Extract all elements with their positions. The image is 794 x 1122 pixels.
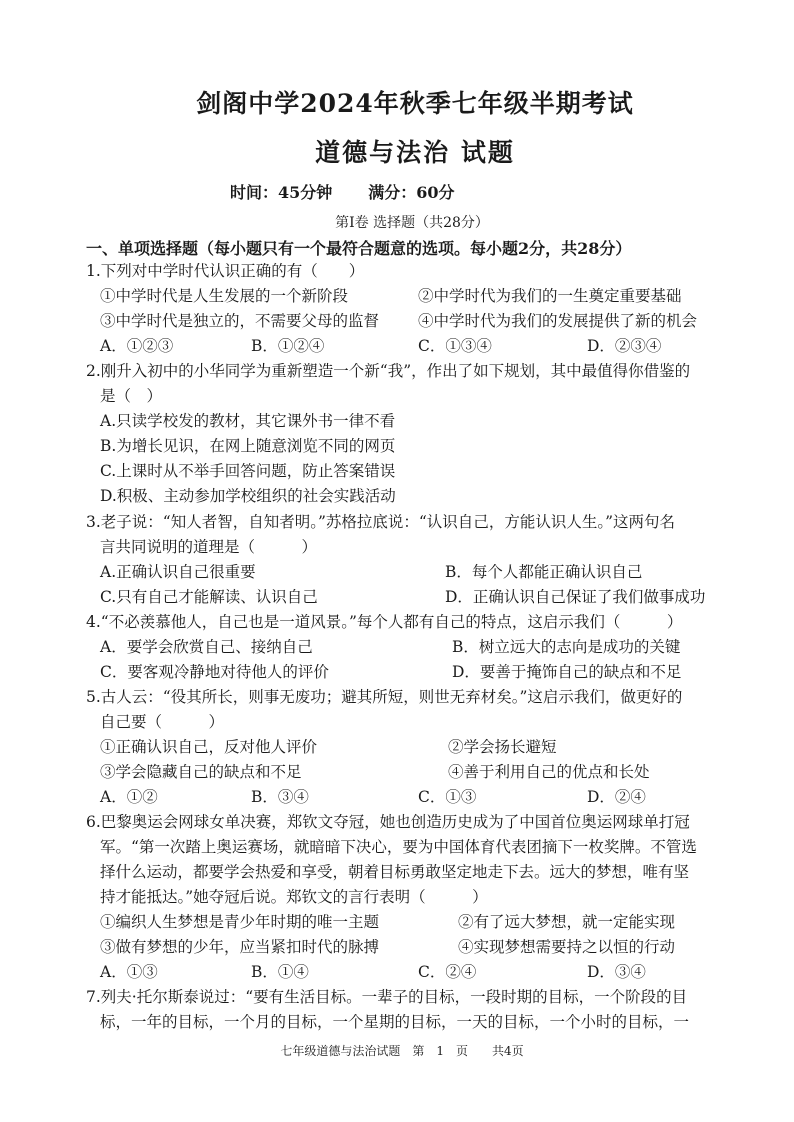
question-2-option-b: B.为增长见识，在网上随意浏览不同的网页	[100, 437, 396, 455]
question-6-option-a: A．①③	[100, 963, 158, 981]
section-title: 一、单项选择题（每小题只有一个最符合题意的选项。每小题2分，共28分）	[86, 239, 632, 258]
question-5-statement-3: ③学会隐藏自己的缺点和不足	[100, 763, 302, 781]
question-6-option-b: B．①④	[251, 963, 309, 981]
part-title: 第Ⅰ卷 选择题（共28分）	[335, 215, 489, 231]
question-1-statement-1: ①中学时代是人生发展的一个新阶段	[100, 287, 349, 305]
question-5-option-c: C．①③	[418, 788, 477, 806]
question-3-stem-line-1: 3.老子说：“知人者智，自知者明。”苏格拉底说：“认识自己，方能认识人生。”这两句名	[86, 513, 675, 531]
question-6-statement-2: ②有了远大梦想，就一定能实现	[458, 913, 676, 931]
question-7-stem-line-2: 标，一年的目标，一个月的目标，一个星期的目标，一天的目标，一个小时的目标，一	[100, 1013, 690, 1031]
question-6-stem-line-2: 军。“第一次踏上奥运赛场，就暗暗下决心，要为中国体育代表团摘下一枚奖牌。不管选	[100, 838, 697, 856]
question-1-option-c: C．①③④	[418, 337, 492, 355]
question-6-stem-line-4: 持才能抵达。”她夺冠后说。郑钦文的言行表明（ ）	[100, 888, 488, 906]
question-3-option-b: B．每个人都能正确认识自己	[445, 563, 643, 581]
question-4-stem: 4.“不必羡慕他人，自己也是一道风景。”每个人都有自己的特点，这启示我们（ ）	[86, 613, 683, 631]
question-5-statement-4: ④善于利用自己的优点和长处	[448, 763, 650, 781]
question-4-option-a: A．要学会欣赏自己、接纳自己	[100, 638, 313, 656]
question-1-stem: 1.下列对中学时代认识正确的有（ ）	[86, 262, 365, 280]
question-6-option-d: D．③④	[587, 963, 646, 981]
question-6-option-c: C．②④	[418, 963, 477, 981]
question-6-statement-3: ③做有梦想的少年，应当紧扣时代的脉搏	[100, 938, 380, 956]
question-3-option-d: D．正确认识自己保证了我们做事成功	[445, 588, 706, 606]
question-1-option-b: B．①②④	[251, 337, 325, 355]
question-5-statement-2: ②学会扬长避短	[448, 738, 557, 756]
question-4-option-c: C．要客观冷静地对待他人的评价	[100, 663, 329, 681]
exam-score: 满分：60分	[368, 183, 455, 202]
question-7-stem-line-1: 7.列夫·托尔斯泰说过：“要有生活目标。一辈子的目标，一段时期的目标，一个阶段的目	[86, 988, 688, 1006]
question-1-option-d: D．②③④	[587, 337, 662, 355]
question-2-option-a: A.只读学校发的教材，其它课外书一律不看	[100, 412, 396, 430]
question-5-statement-1: ①正确认识自己，反对他人评价	[100, 738, 318, 756]
question-6-stem-line-3: 择什么运动，都要学会热爱和享受，朝着目标勇敢坚定地走下去。远大的梦想，唯有坚	[100, 863, 690, 881]
question-5-stem-line-2: 自己要（ ）	[100, 713, 225, 731]
question-4-option-b: B．树立远大的志向是成功的关键	[452, 638, 681, 656]
exam-subject: 道德与法治 试题	[315, 138, 515, 167]
question-3-option-c: C.只有自己才能解读、认识自己	[100, 588, 318, 606]
question-6-statement-4: ④实现梦想需要持之以恒的行动	[458, 938, 676, 956]
question-5-stem-line-1: 5.古人云：“役其所长，则事无废功；避其所短，则世无弃材矣。”这启示我们，做更好的	[86, 688, 683, 706]
question-2-option-c: C.上课时从不举手回答问题，防止答案错误	[100, 462, 396, 480]
question-5-option-d: D．②④	[587, 788, 646, 806]
question-1-statement-4: ④中学时代为我们的发展提供了新的机会	[418, 312, 698, 330]
question-6-statement-1: ①编织人生梦想是青少年时期的唯一主题	[100, 913, 380, 931]
question-1-statement-2: ②中学时代为我们的一生奠定重要基础	[418, 287, 682, 305]
exam-title: 剑阁中学2024年秋季七年级半期考试	[196, 89, 634, 118]
page-footer: 七年级道德与法治试题 第 1 页 共4页	[280, 1044, 524, 1058]
exam-time: 时间：45分钟	[230, 183, 333, 202]
question-1-option-a: A．①②③	[100, 337, 174, 355]
question-2-stem-line-1: 2.刚升入初中的小华同学为重新塑造一个新“我”，作出了如下规划，其中最值得你借鉴的	[86, 362, 691, 380]
question-5-option-a: A．①②	[100, 788, 158, 806]
question-1-statement-3: ③中学时代是独立的，不需要父母的监督	[100, 312, 380, 330]
question-4-option-d: D．要善于掩饰自己的缺点和不足	[452, 663, 682, 681]
question-2-option-d: D.积极、主动参加学校组织的社会实践活动	[100, 487, 396, 505]
question-3-stem-line-2: 言共同说明的道理是（ ）	[100, 538, 318, 556]
question-2-stem-line-2: 是（ ）	[100, 387, 163, 405]
question-6-stem-line-1: 6.巴黎奥运会网球女单决赛，郑钦文夺冠，她也创造历史成为了中国首位奥运网球单打冠	[86, 813, 690, 831]
question-5-option-b: B．③④	[251, 788, 309, 806]
question-3-option-a: A.正确认识自己很重要	[100, 563, 256, 581]
exam-meta	[230, 180, 455, 203]
